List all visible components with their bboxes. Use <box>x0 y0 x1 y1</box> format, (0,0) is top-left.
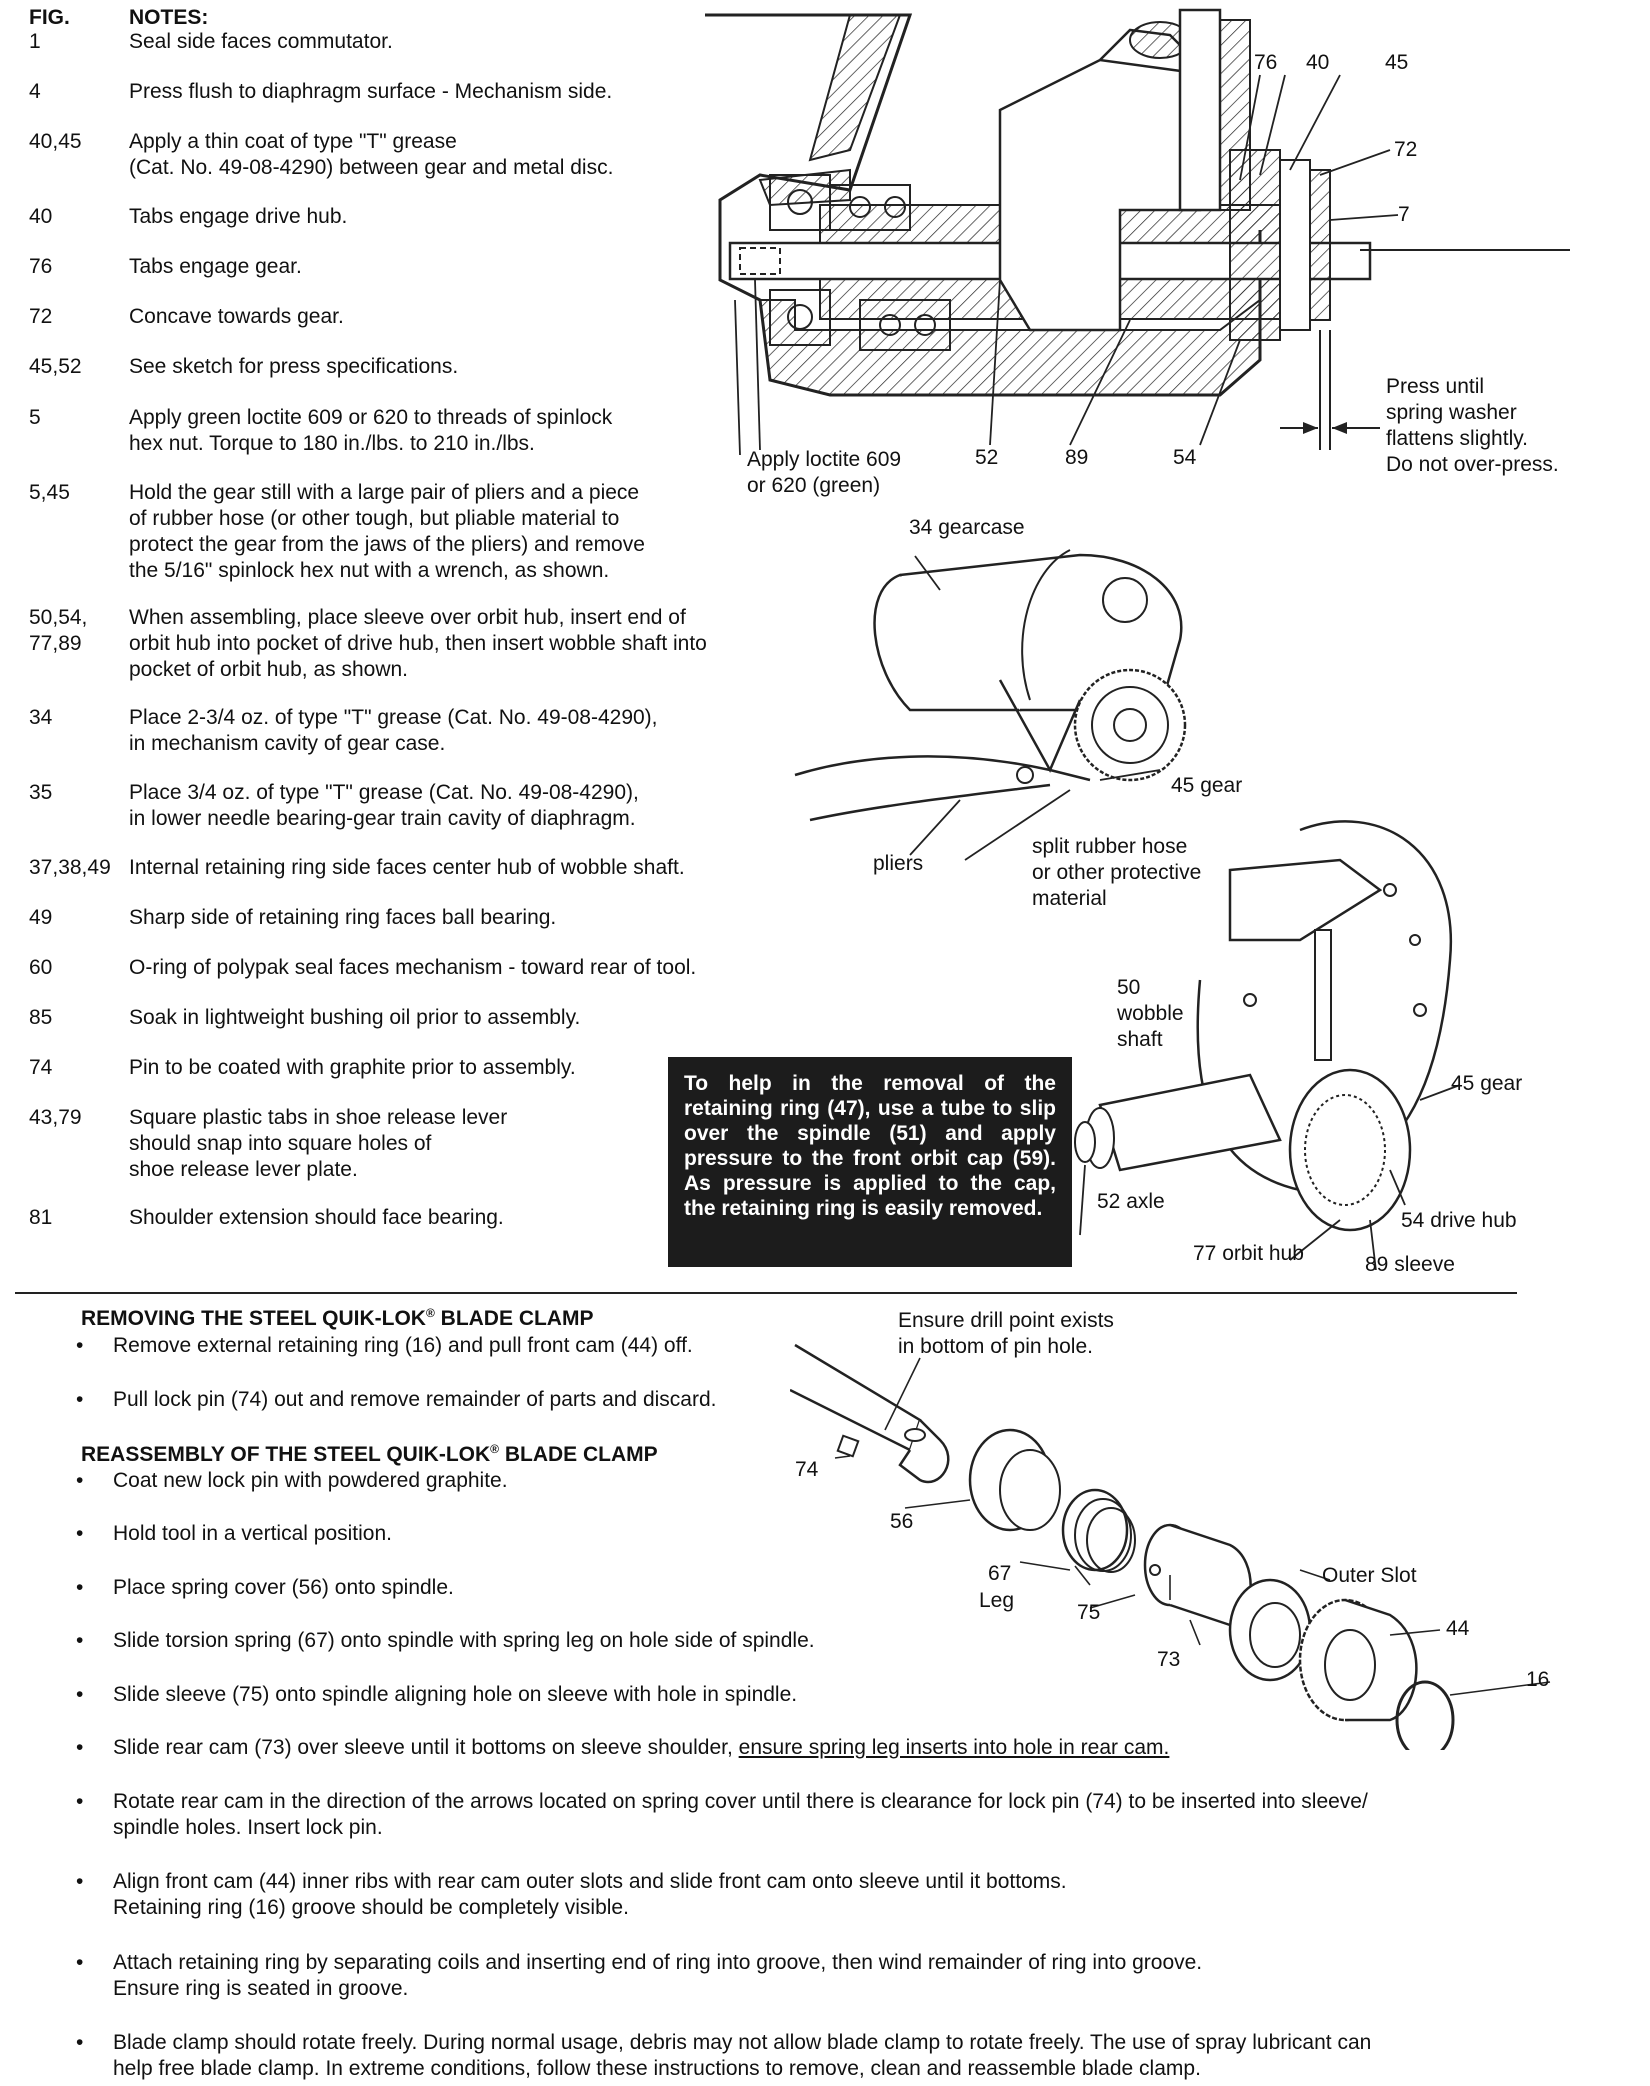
bullet-dot: • <box>76 1951 84 1974</box>
note-fig: 60 <box>29 956 53 979</box>
bullet-dot: • <box>76 1870 84 1893</box>
note-fig: 5 <box>29 406 41 429</box>
label-76: 76 <box>1254 51 1278 74</box>
label-52: 52 <box>975 446 999 469</box>
note-fig: 49 <box>29 906 53 929</box>
bullet-text: Slide sleeve (75) onto spindle aligning hole on sleeve with hole in spindle. <box>113 1683 798 1706</box>
note-text: Soak in lightweight bushing oil prior to assembly. <box>129 1006 581 1029</box>
note-text: O-ring of polypak seal faces mechanism - toward rear of tool. <box>129 956 697 979</box>
label-74: 74 <box>795 1458 819 1481</box>
bullet-text: Pull lock pin (74) out and remove remainder of parts and discard. <box>113 1388 717 1411</box>
note-fig: 5,45 <box>29 481 70 504</box>
bullet-dot: • <box>76 1790 84 1813</box>
registered-mark: ® <box>425 1306 435 1320</box>
pliers-label: pliers <box>873 852 924 875</box>
note-fig: 43,79 <box>29 1106 82 1129</box>
bullet-text: Place spring cover (56) onto spindle. <box>113 1576 454 1599</box>
gearcase-label: 34 gearcase <box>909 516 1025 539</box>
bullet-text: Hold tool in a vertical position. <box>113 1522 392 1545</box>
note-text: Hold the gear still with a large pair of pliers and a piece of rubber hose (or other tough, but pliable material to protect the gear from the jaws of the pliers) and remove the 5/16" spinlock hex nut with a wrench, as shown. <box>129 481 645 582</box>
note-text: Shoulder extension should face bearing. <box>129 1206 504 1229</box>
note-fig: 72 <box>29 305 53 328</box>
label-73: 73 <box>1157 1648 1181 1671</box>
note-text: Concave towards gear. <box>129 305 344 328</box>
label-56: 56 <box>890 1510 914 1533</box>
loctite-label: Apply loctite 609 or 620 (green) <box>747 448 902 497</box>
label-89: 89 <box>1065 446 1089 469</box>
note-fig: 37,38,49 <box>29 856 111 879</box>
bullet-dot: • <box>76 1576 84 1599</box>
note-fig: 74 <box>29 1056 53 1079</box>
note-text: Tabs engage gear. <box>129 255 302 278</box>
blade-clamp-exploded-diagram <box>790 1330 1570 1750</box>
note-fig: 4 <box>29 80 41 103</box>
drive-hub-label: 54 drive hub <box>1401 1209 1517 1232</box>
label-40: 40 <box>1306 51 1330 74</box>
note-text: Place 2-3/4 oz. of type "T" grease (Cat. No. 49-08-4290), in mechanism cavity of gear case. <box>129 706 658 755</box>
bullet-text-underlined: ensure spring leg inserts into hole in rear cam. <box>738 1736 1170 1759</box>
note-text: Internal retaining ring side faces center hub of wobble shaft. <box>129 856 685 879</box>
note-text: Tabs engage drive hub. <box>129 205 348 228</box>
label-54: 54 <box>1173 446 1197 469</box>
note-fig: 1 <box>29 30 41 53</box>
note-fig: 45,52 <box>29 355 82 378</box>
bullet-text: Align front cam (44) inner ribs with rear cam outer slots and slide front cam onto sleeve until it bottoms. Retaining ring (16) groove should be completely visible. <box>113 1870 1067 1919</box>
bullet-text: Blade clamp should rotate freely. During normal usage, debris may not allow blade clamp to rotate freely. The use of spray lubricant can help free blade clamp. In extreme conditions, follow these instructions to remove, clean and reassemble blade clamp. <box>113 2031 1372 2080</box>
bullet-dot: • <box>76 1334 84 1357</box>
note-fig: 50,54, 77,89 <box>29 606 88 655</box>
reassembly-title <box>81 1442 658 1467</box>
label-16: 16 <box>1526 1668 1550 1691</box>
note-text: Seal side faces commutator. <box>129 30 393 53</box>
orbit-hub-label: 77 orbit hub <box>1193 1242 1304 1265</box>
note-text: See sketch for press specifications. <box>129 355 459 378</box>
label-75: 75 <box>1077 1601 1101 1624</box>
note-text: Square plastic tabs in shoe release lever should snap into square holes of shoe release lever plate. <box>129 1106 508 1181</box>
note-text: When assembling, place sleeve over orbit hub, insert end of orbit hub into pocket of drive hub, then insert wobble shaft into pocket of orbit hub, as shown. <box>129 606 707 681</box>
removing-title-text: REMOVING THE STEEL QUIK-LOK <box>81 1307 426 1330</box>
note-fig: 35 <box>29 781 53 804</box>
axle-label: 52 axle <box>1097 1190 1165 1213</box>
note-text: Press flush to diaphragm surface - Mechanism side. <box>129 80 613 103</box>
bullet-text: Rotate rear cam in the direction of the arrows located on spring cover until there is clearance for lock pin (74) to be inserted into sleeve/ spindle holes. Insert lock pin. <box>113 1790 1368 1839</box>
notes-header: NOTES: <box>129 6 209 29</box>
note-text: Sharp side of retaining ring faces ball bearing. <box>129 906 557 929</box>
gear-label-2: 45 gear <box>1451 1072 1523 1095</box>
bullet-text: Slide torsion spring (67) onto spindle with spring leg on hole side of spindle. <box>113 1629 815 1652</box>
note-fig: 81 <box>29 1206 53 1229</box>
label-45: 45 <box>1385 51 1409 74</box>
note-fig: 85 <box>29 1006 53 1029</box>
fig-header: FIG. <box>29 6 70 29</box>
note-text: Apply a thin coat of type "T" grease (Cat. No. 49-08-4290) between gear and metal disc. <box>129 130 614 179</box>
bullet-dot: • <box>76 1388 84 1411</box>
bullet-text: Remove external retaining ring (16) and pull front cam (44) off. <box>113 1334 693 1357</box>
removing-title <box>81 1306 593 1331</box>
note-fig: 40 <box>29 205 53 228</box>
gear-label: 45 gear <box>1171 774 1243 797</box>
bullet-dot: • <box>76 1736 84 1759</box>
note-text: Apply green loctite 609 or 620 to threads of spinlock hex nut. Torque to 180 in./lbs. to 210 in./lbs. <box>129 406 613 455</box>
bullet-text-part: Slide rear cam (73) over sleeve until it bottoms on sleeve shoulder, <box>113 1736 739 1759</box>
bullet-dot: • <box>76 1469 84 1492</box>
sleeve-label: 89 sleeve <box>1365 1253 1455 1276</box>
press-instruction: Press until spring washer flattens slightly. Do not over-press. <box>1386 375 1559 476</box>
note-text: Pin to be coated with graphite prior to assembly. <box>129 1056 576 1079</box>
label-72: 72 <box>1394 138 1418 161</box>
bullet-dot: • <box>76 1683 84 1706</box>
retaining-ring-callout: To help in the removal of the retaining ring (47), use a tube to slip over the spindle (51) and apply pressure to the front orbit cap (59). As pressure is applied to the cap, the retaining ring is easily removed. <box>668 1057 1072 1267</box>
registered-mark: ® <box>490 1442 500 1456</box>
wobble-shaft-label: 50 wobble shaft <box>1117 976 1184 1051</box>
hose-label: split rubber hose or other protective material <box>1032 835 1202 910</box>
bullet-text: Coat new lock pin with powdered graphite. <box>113 1469 508 1492</box>
note-fig: 34 <box>29 706 53 729</box>
section-divider <box>15 1292 1517 1294</box>
reassembly-title-text: REASSEMBLY OF THE STEEL QUIK-LOK <box>81 1443 491 1466</box>
removing-title-text-end: BLADE CLAMP <box>434 1307 594 1330</box>
note-fig: 40,45 <box>29 130 82 153</box>
bullet-text: Attach retaining ring by separating coils and inserting end of ring into groove, then wind remainder of ring into groove. Ensure ring is seated in groove. <box>113 1951 1203 2000</box>
leg-label: Leg <box>979 1589 1015 1612</box>
bullet-dot: • <box>76 1522 84 1545</box>
bullet-dot: • <box>76 2031 84 2054</box>
note-text: Place 3/4 oz. of type "T" grease (Cat. No. 49-08-4290), in lower needle bearing-gear train cavity of diaphragm. <box>129 781 639 830</box>
bullet-dot: • <box>76 1629 84 1652</box>
label-67: 67 <box>988 1562 1012 1585</box>
outer-slot-label: Outer Slot <box>1322 1564 1417 1587</box>
note-fig: 76 <box>29 255 53 278</box>
label-7: 7 <box>1398 203 1410 226</box>
reassembly-title-text-end: BLADE CLAMP <box>499 1443 658 1466</box>
drill-point-note: Ensure drill point exists in bottom of pin hole. <box>898 1309 1114 1358</box>
label-44: 44 <box>1446 1617 1470 1640</box>
